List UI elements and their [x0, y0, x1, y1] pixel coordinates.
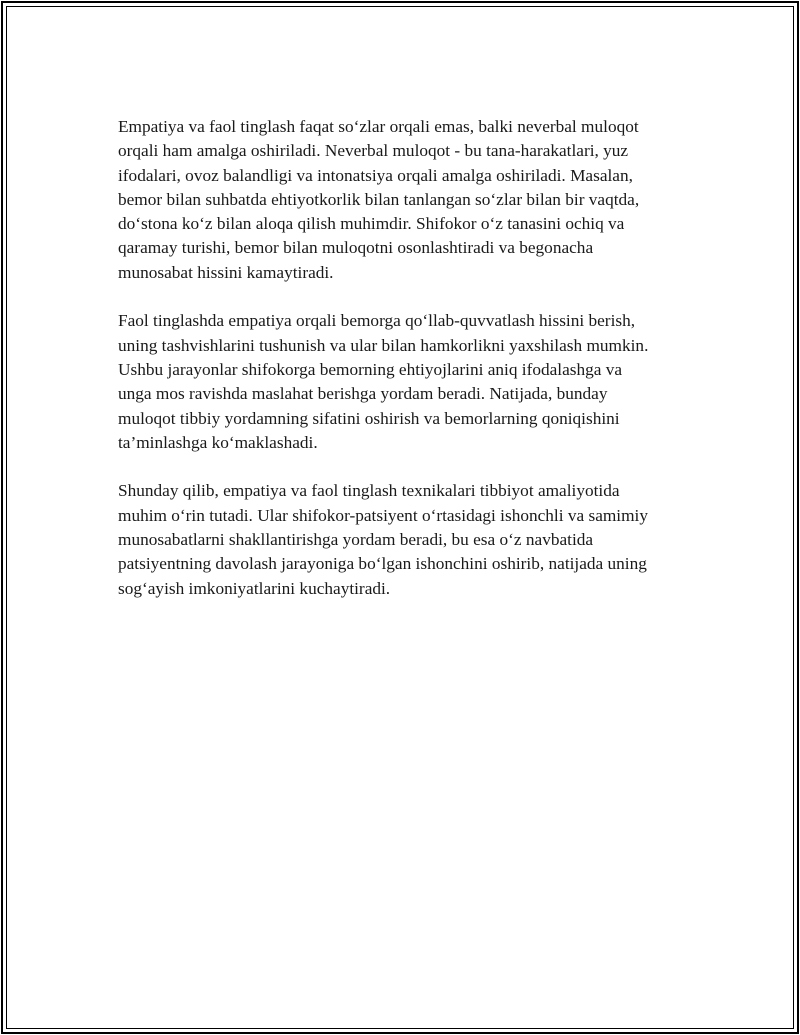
paragraph-2: Faol tinglashda empatiya orqali bemorga qo‘llab-quvvatlash hissini berish, uning tashvishlarini tushunish va ular bilan hamkorlikni yaxshilash mumkin. Ushbu jarayonlar shifokorga bemorning ehtiyojlarini aniq ifodalashga va unga mos ravishda maslahat berishga yordam beradi. Natijada, bunday muloqot tibbiy yordamning sifatini oshirish va bemorlarning qoniqishini ta’minlashga ko‘maklashadi.: [118, 311, 649, 452]
document-body: [118, 115, 698, 625]
paragraph-1: Empatiya va faol tinglash faqat so‘zlar orqali emas, balki neverbal muloqot orqali ham amalga oshiriladi. Neverbal muloqot - bu tana-harakatlari, yuz ifodalari, ovoz balandligi va intonatsiya orqali amalga oshiriladi. Masalan, bemor bilan suhbatda ehtiyotkorlik bilan tanlangan so‘zlar bilan bir vaqtda, do‘stona ko‘z bilan aloqa qilish muhimdir. Shifokor o‘z tanasini ochiq va qaramay turishi, bemor bilan muloqotni osonlashtiradi va begonacha munosabat hissini kamaytiradi.: [118, 117, 640, 282]
paragraph-3: Shunday qilib, empatiya va faol tinglash texnikalari tibbiyot amaliyotida muhim o‘rin tutadi. Ular shifokor-patsiyent o‘rtasidagi ishonchli va samimiy munosabatlarni shakllantirishga yordam beradi, bu esa o‘z navbatida patsiyentning davolash jarayoniga bo‘lgan ishonchini oshirib, natijada uning sog‘ayish imkoniyatlarini kuchaytiradi.: [118, 481, 648, 598]
